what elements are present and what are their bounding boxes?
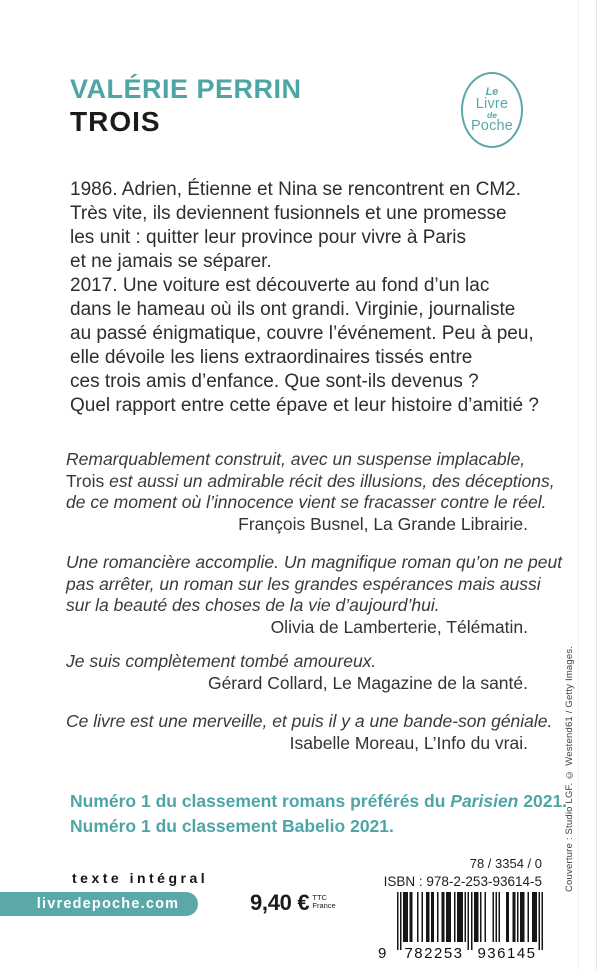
- barcode: [397, 892, 543, 950]
- barcode-digits-right: 936145: [477, 945, 537, 962]
- synopsis-line: 2017. Une voiture est découverte au fond d’un lac: [70, 275, 490, 296]
- quote-attribution: Isabelle Moreau, L’Info du vrai.: [289, 732, 528, 753]
- logo-poche: Poche: [470, 118, 514, 134]
- price-ttc: TTC: [312, 893, 327, 902]
- press-quote: [66, 711, 553, 754]
- press-quote: [66, 552, 563, 638]
- synopsis-line: ces trois amis d’enfance. Que sont-ils devenus ?: [70, 371, 479, 392]
- synopsis-line: Quel rapport entre cette épave et leur histoire d’amitié ?: [70, 395, 539, 416]
- book-title: TROIS: [70, 106, 161, 137]
- synopsis-line: 1986. Adrien, Étienne et Nina se rencontrent en CM2.: [70, 179, 521, 200]
- synopsis-line: dans le hameau où ils ont grandi. Virginie, journaliste: [70, 299, 516, 320]
- price-amount: 9,40 €: [250, 890, 310, 915]
- page-edge-line: [578, 0, 579, 970]
- quote-line: de ce moment où l’innocence vient se fracasser contre le réel.: [66, 492, 547, 512]
- synopsis-line: elle dévoile les liens extraordinaires tissés entre: [70, 347, 473, 368]
- ranking-line: Numéro 1 du classement romans préférés du Parisien 2021.: [70, 791, 568, 811]
- press-quote: [66, 651, 528, 694]
- logo-de: de: [487, 110, 497, 120]
- quote-line: pas arrêter, un roman sur les grandes espérances mais aussi: [66, 573, 541, 594]
- rankings: [70, 789, 567, 839]
- quote-line: sur la beauté des choses de la vie d’aujourd’hui.: [66, 595, 440, 615]
- synopsis-line: Très vite, ils deviennent fusionnels et une promesse: [70, 203, 507, 224]
- press-quote: [66, 449, 555, 535]
- logo-le: Le: [485, 86, 499, 98]
- quote-line: Je suis complètement tombé amoureux.: [66, 651, 377, 671]
- price-country: France: [312, 900, 336, 910]
- price-tax-note: [312, 894, 335, 909]
- cover-credit: Couverture : Studio LGF. © Westend61 / Getty Images.: [564, 645, 575, 892]
- synopsis-line: au passé énigmatique, couvre l’événement. Peu à peu,: [70, 323, 534, 344]
- barcode-digit-lead: 9: [378, 945, 387, 962]
- quote-line: Une romancière accomplie. Un magnifique roman qu’on ne peut: [66, 552, 563, 572]
- print-code: 78 / 3354 / 0: [469, 856, 542, 871]
- quote-attribution: Gérard Collard, Le Magazine de la santé.: [207, 672, 528, 693]
- synopsis-line: les unit : quitter leur province pour vivre à Paris: [70, 227, 467, 248]
- price: [250, 890, 336, 916]
- synopsis: [70, 178, 539, 418]
- barcode-bars: [397, 892, 543, 950]
- publisher-website-link[interactable]: livredepoche.com: [0, 892, 198, 916]
- logo-livre: Livre: [475, 96, 509, 112]
- quote-line: Remarquablement construit, avec un suspense implacable,: [66, 449, 526, 469]
- author-name: VALÉRIE PERRIN: [70, 74, 302, 104]
- publisher-logo: [461, 72, 523, 148]
- page-edge-line: [596, 0, 597, 970]
- quote-attribution: François Busnel, La Grande Librairie.: [238, 513, 528, 534]
- edition-note: texte intégral: [72, 870, 209, 886]
- barcode-digits-left: 782253: [404, 945, 464, 962]
- quote-line: Ce livre est une merveille, et puis il y a une bande-son géniale.: [66, 711, 553, 731]
- ranking-line: Numéro 1 du classement Babelio 2021.: [70, 816, 394, 836]
- synopsis-line: et ne jamais se séparer.: [70, 251, 272, 272]
- quote-attribution: Olivia de Lamberterie, Télématin.: [270, 616, 528, 637]
- isbn: ISBN : 978-2-253-93614-5: [383, 874, 542, 889]
- quote-line: Trois est aussi un admirable récit des illusions, des déceptions,: [66, 470, 555, 491]
